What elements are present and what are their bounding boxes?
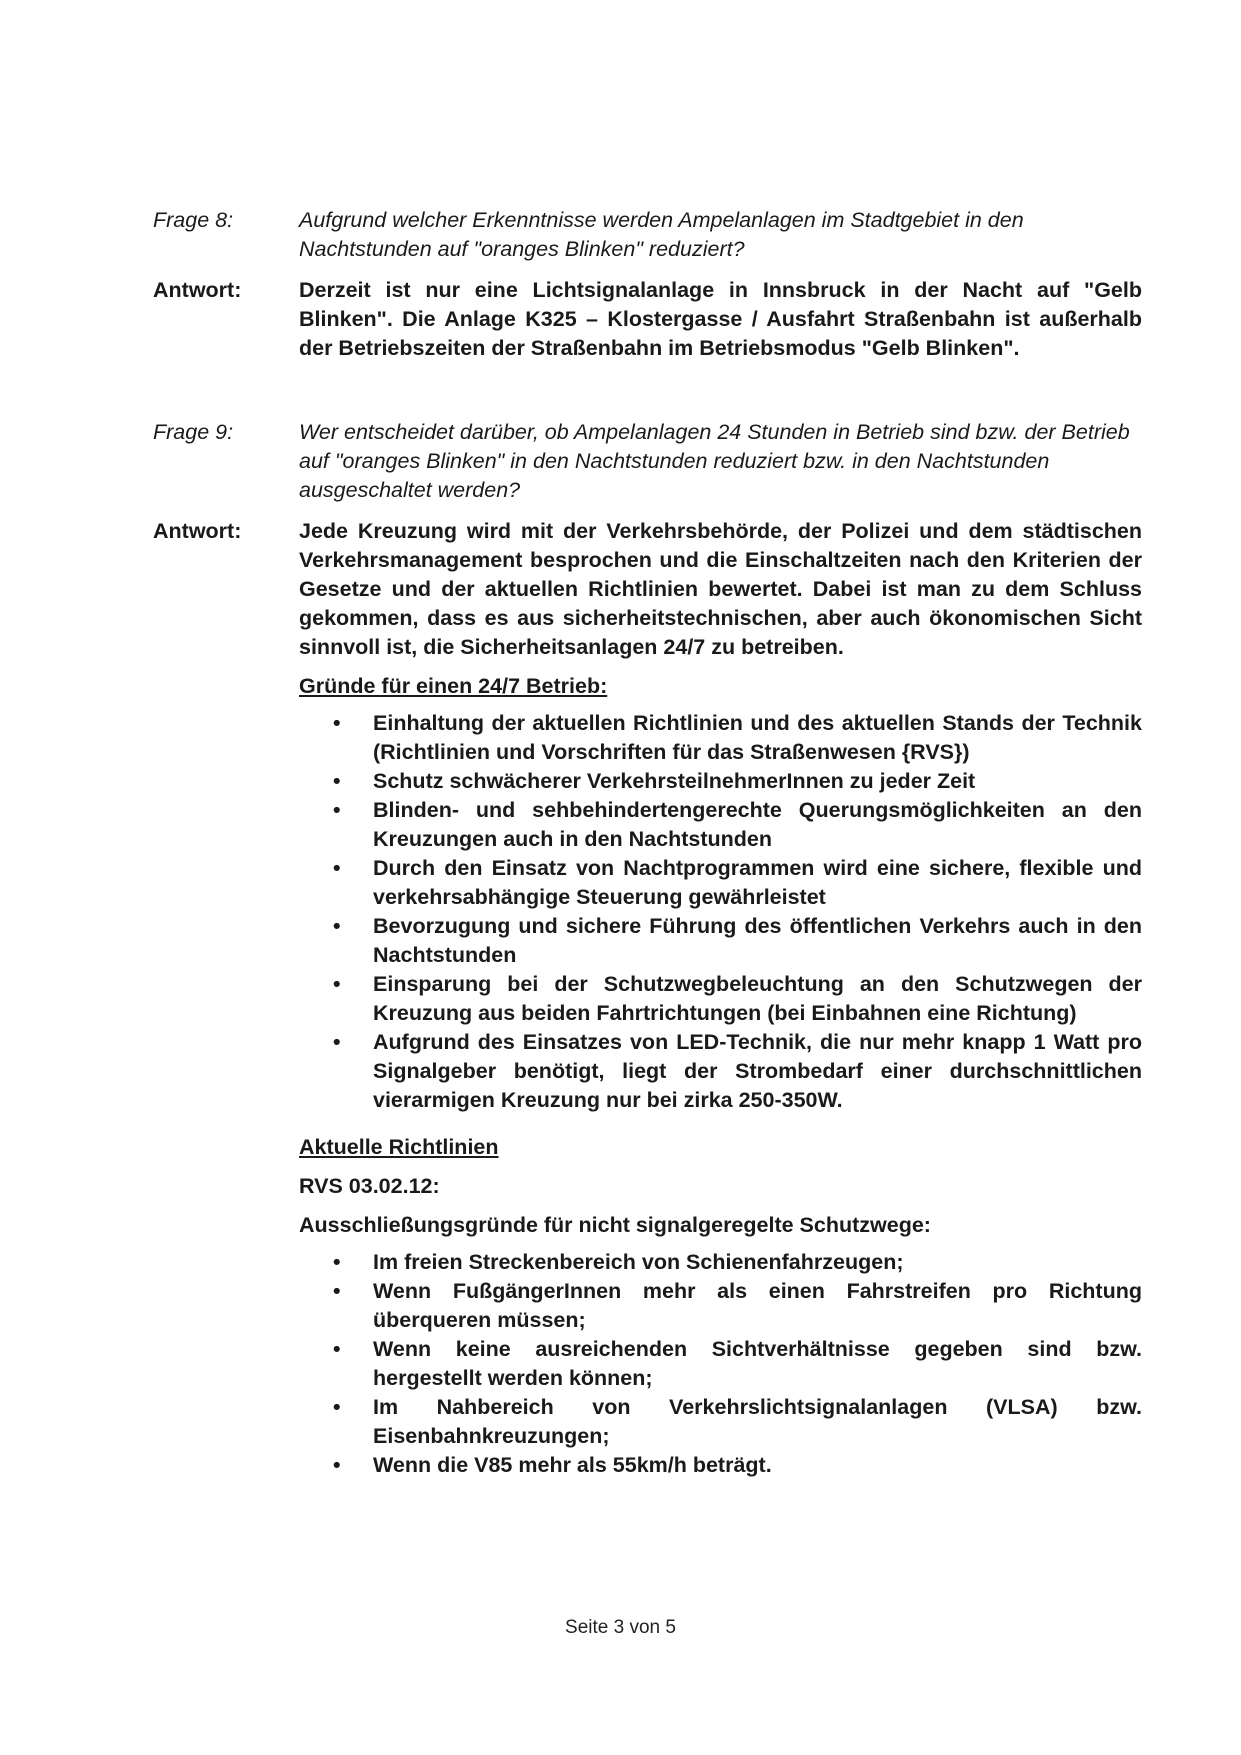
reasons-list [299, 709, 1142, 1115]
question-8-block [153, 206, 1143, 264]
bullet-icon: • [333, 856, 341, 880]
list-item: • Blinden- und sehbehindertengerechte Querungsmöglichkeiten an den Kreuzungen auch in den Nachtstunden [333, 798, 1142, 851]
question-8-text: Aufgrund welcher Erkenntnisse werden Ampelanlagen im Stadtgebiet in den Nachtstunden auf "oranges Blinken" reduziert? [299, 208, 1024, 261]
list-item: • Wenn keine ausreichenden Sichtverhältnisse gegeben sind bzw. hergestellt werden können; [333, 1337, 1142, 1390]
list-item: • Wenn FußgängerInnen mehr als einen Fahrstreifen pro Richtung überqueren müssen; [333, 1279, 1142, 1332]
rvs-label: RVS 03.02.12: [299, 1174, 440, 1198]
bullet-icon: • [333, 1395, 341, 1419]
bullet-icon: • [333, 798, 341, 822]
bullet-icon: • [333, 1453, 341, 1477]
answer-8-text: Derzeit ist nur eine Lichtsignalanlage in Innsbruck in der Nacht auf "Gelb Blinken". Die Anlage K325 – Klostergasse / Ausfahrt Straßenbahn ist außerhalb der Betriebszeiten der Straßenbahn im Betriebsmodus "Gelb Blinken". [299, 278, 1142, 360]
answer-9-text: Jede Kreuzung wird mit der Verkehrsbehörde, der Polizei und dem städtischen Verkehrsmanagement besprochen und die Einschaltzeiten nach den Kriterien der Gesetze und der aktuellen Richtlinien bewertet. Dabei ist man zu dem Schluss gekommen, dass es aus sicherheitstechnischen, aber auch ökonomischen Sicht sinnvoll ist, die Sicherheitsanlagen 24/7 zu betreiben. [299, 519, 1142, 659]
bullet-icon: • [333, 1250, 341, 1274]
question-9-label: Frage 9: [153, 420, 234, 444]
answer-8-block [153, 276, 1143, 363]
question-9-text: Wer entscheidet darüber, ob Ampelanlagen 24 Stunden in Betrieb sind bzw. der Betrieb auf "oranges Blinken" in den Nachtstunden reduziert bzw. in den Nachtstunden ausgeschaltet werden? [299, 420, 1130, 502]
list-item: • Aufgrund des Einsatzes von LED-Technik, die nur mehr knapp 1 Watt pro Signalgeber benötigt, liegt der Strombedarf einer durchschnittlichen vierarmigen Kreuzung nur bei zirka 250-350W. [333, 1030, 1142, 1112]
bullet-icon: • [333, 914, 341, 938]
question-8-label: Frage 8: [153, 208, 234, 232]
bullet-icon: • [333, 1337, 341, 1361]
answer-8-label: Antwort: [153, 278, 242, 302]
answer-9-block [153, 517, 1143, 1480]
exclusion-heading: Ausschließungsgründe für nicht signalgeregelte Schutzwege: [299, 1213, 931, 1237]
question-9-block [153, 418, 1143, 505]
list-item: • Im freien Streckenbereich von Schienenfahrzeugen; [299, 1248, 1142, 1277]
page-number: Seite 3 von 5 [565, 1617, 676, 1638]
bullet-icon: • [333, 1279, 341, 1303]
answer-9-content [299, 517, 1142, 1480]
bullet-icon: • [333, 711, 341, 735]
list-item: • Einhaltung der aktuellen Richtlinien und des aktuellen Stands der Technik (Richtlinien und Vorschriften für das Straßenwesen {RVS}) [333, 711, 1142, 764]
exclusions-list [299, 1248, 1142, 1480]
list-item: • Durch den Einsatz von Nachtprogrammen wird eine sichere, flexible und verkehrsabhängige Steuerung gewährleistet [333, 856, 1142, 909]
guidelines-heading: Aktuelle Richtlinien [299, 1135, 499, 1159]
list-item: • Einsparung bei der Schutzwegbeleuchtung an den Schutzwegen der Kreuzung aus beiden Fahrtrichtungen (bei Einbahnen eine Richtung) [333, 972, 1142, 1025]
bullet-icon: • [333, 769, 341, 793]
list-item: • Wenn die V85 mehr als 55km/h beträgt. [299, 1451, 1142, 1480]
bullet-icon: • [333, 1030, 341, 1054]
reasons-heading: Gründe für einen 24/7 Betrieb: [299, 674, 608, 698]
list-item: • Bevorzugung und sichere Führung des öffentlichen Verkehrs auch in den Nachtstunden [333, 914, 1142, 967]
answer-9-label: Antwort: [153, 519, 242, 543]
list-item: • Im Nahbereich von Verkehrslichtsignalanlagen (VLSA) bzw. Eisenbahnkreuzungen; [333, 1395, 1142, 1448]
list-item: • Schutz schwächerer VerkehrsteilnehmerInnen zu jeder Zeit [299, 767, 1142, 796]
bullet-icon: • [333, 972, 341, 996]
